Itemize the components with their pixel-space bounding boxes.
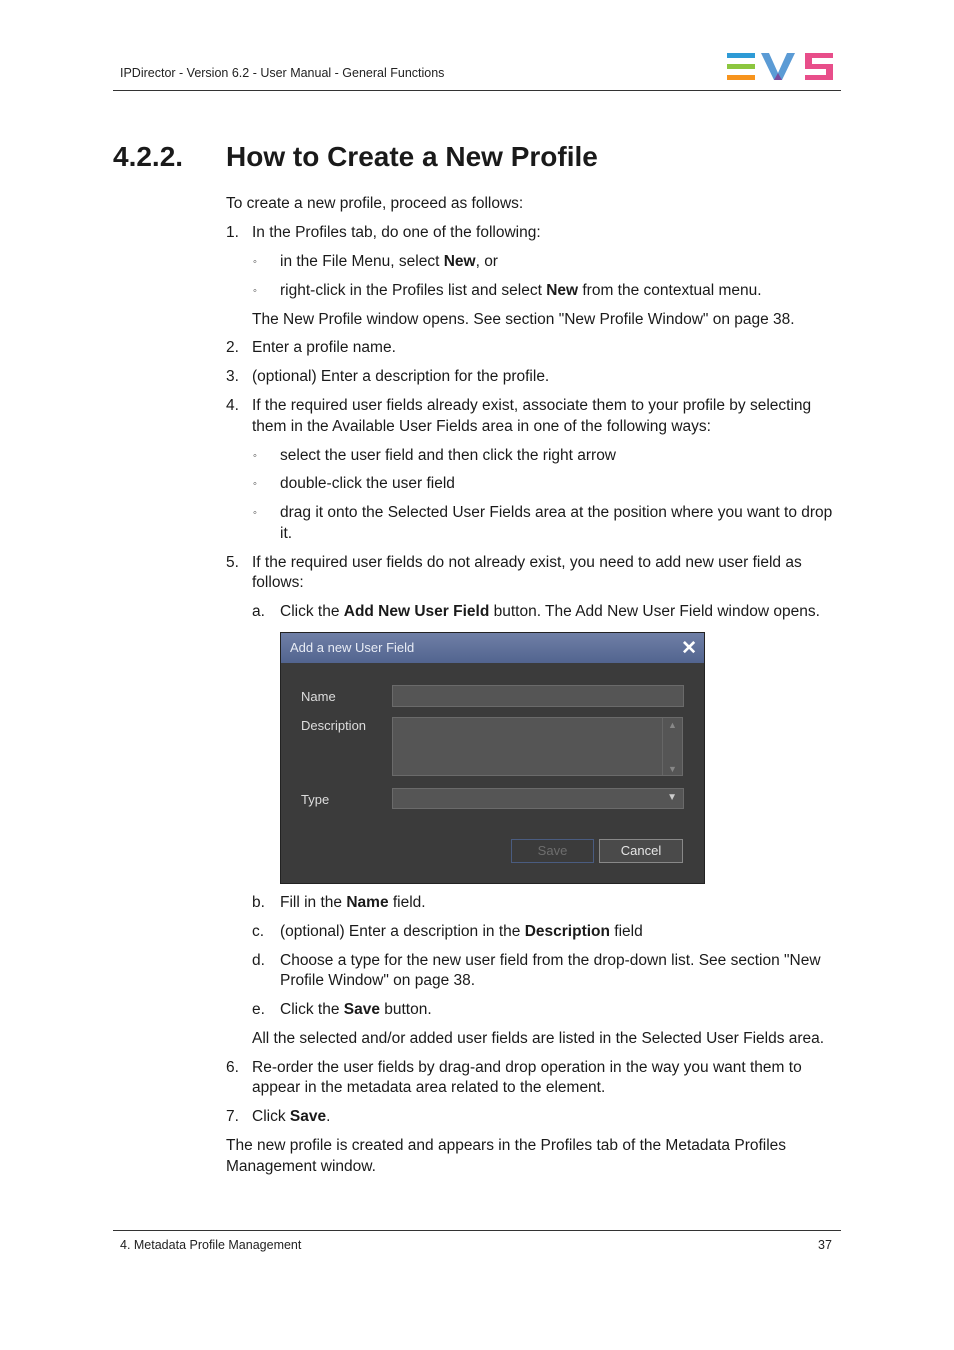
substep-letter: c. xyxy=(252,923,265,940)
intro-paragraph: To create a new profile, proceed as follows: xyxy=(226,195,524,212)
footer-rule xyxy=(113,1230,841,1231)
bullet-icon: ◦ xyxy=(253,256,257,268)
step-number: 2. xyxy=(226,339,239,356)
scroll-up-arrow-icon[interactable]: ▲ xyxy=(668,720,677,730)
step-number: 1. xyxy=(226,224,239,241)
step-1-bullet-2: right-click in the Profiles list and select New from the contextual menu. xyxy=(280,282,762,299)
step-7-text: Click Save. xyxy=(252,1108,331,1125)
evs-logo xyxy=(727,53,833,81)
step-number: 4. xyxy=(226,397,239,414)
chevron-down-icon: ▼ xyxy=(667,792,677,803)
step-1-text: In the Profiles tab, do one of the following: xyxy=(252,224,541,241)
step-number: 7. xyxy=(226,1108,239,1125)
conclusion-line-2: Management window. xyxy=(226,1158,376,1175)
footer-chapter: 4. Metadata Profile Management xyxy=(120,1238,302,1252)
substep-c-text: (optional) Enter a description in the Description field xyxy=(280,923,643,940)
cancel-button[interactable]: Cancel xyxy=(599,839,683,863)
step-4-bullet-1: select the user field and then click the right arrow xyxy=(280,447,617,464)
section-title: How to Create a New Profile xyxy=(226,141,598,172)
dialog-title: Add a new User Field xyxy=(290,640,415,655)
step-5-line-2: follows: xyxy=(252,574,304,591)
substep-letter: b. xyxy=(252,894,265,911)
step-2-text: Enter a profile name. xyxy=(252,339,396,356)
step-number: 3. xyxy=(226,368,239,385)
conclusion-line-1: The new profile is created and appears in the Profiles tab of the Metadata Profiles xyxy=(226,1137,787,1154)
scroll-down-arrow-icon[interactable]: ▼ xyxy=(668,764,677,774)
step-1-note: The New Profile window opens. See section "New Profile Window" on page 38. xyxy=(252,311,795,328)
substep-d-line-2: Profile Window" on page 38. xyxy=(280,972,476,989)
step-6-line-2: appear in the metadata area related to the element. xyxy=(252,1079,606,1096)
section-number: 4.2.2. xyxy=(113,141,184,172)
step-1-bullet-1: in the File Menu, select New, or xyxy=(280,253,498,270)
substep-d-line-1: Choose a type for the new user field from the drop-down list. See section "New xyxy=(280,952,821,969)
description-textarea[interactable] xyxy=(392,717,683,776)
dialog-title-bar xyxy=(281,633,704,663)
description-scrollbar[interactable] xyxy=(662,718,682,775)
step-4-bullet-3-line-1: drag it onto the Selected User Fields area at the position where you want to drop xyxy=(280,504,833,521)
step-4-line-1: If the required user fields already exist, associate them to your profile by selecting xyxy=(252,397,812,414)
step-3-text: (optional) Enter a description for the profile. xyxy=(252,368,550,385)
substep-letter: a. xyxy=(252,603,265,620)
step-4-line-2: them in the Available User Fields area in one of the following ways: xyxy=(252,418,711,435)
bullet-icon: ◦ xyxy=(253,478,257,490)
step-number: 6. xyxy=(226,1059,239,1076)
step-4-bullet-2: double-click the user field xyxy=(280,475,455,492)
step-4-bullet-3-line-2: it. xyxy=(280,525,293,542)
substep-letter: e. xyxy=(252,1001,265,1018)
type-dropdown[interactable] xyxy=(392,788,684,809)
bullet-icon: ◦ xyxy=(253,285,257,297)
bullet-icon: ◦ xyxy=(253,450,257,462)
close-icon[interactable]: ✕ xyxy=(681,638,697,659)
page-number: 37 xyxy=(818,1238,832,1252)
name-input[interactable] xyxy=(392,685,684,707)
step-number: 5. xyxy=(226,554,239,571)
substep-a-text: Click the Add New User Field button. The Add New User Field window opens. xyxy=(280,603,820,620)
name-label: Name xyxy=(301,689,336,704)
header-rule xyxy=(113,90,841,91)
running-header: IPDirector - Version 6.2 - User Manual - General Functions xyxy=(120,66,445,80)
substep-e-text: Click the Save button. xyxy=(280,1001,432,1018)
type-label: Type xyxy=(301,792,330,807)
save-button[interactable]: Save xyxy=(511,839,594,863)
substep-letter: d. xyxy=(252,952,265,969)
add-user-field-dialog xyxy=(280,632,705,884)
bullet-icon: ◦ xyxy=(253,507,257,519)
substep-b-text: Fill in the Name field. xyxy=(280,894,426,911)
step-5-note: All the selected and/or added user fields are listed in the Selected User Fields area. xyxy=(252,1030,825,1047)
description-label: Description xyxy=(301,718,367,733)
step-5-line-1: If the required user fields do not already exist, you need to add new user field as xyxy=(252,554,802,571)
step-6-line-1: Re-order the user fields by drag-and drop operation in the way you want them to xyxy=(252,1059,802,1076)
